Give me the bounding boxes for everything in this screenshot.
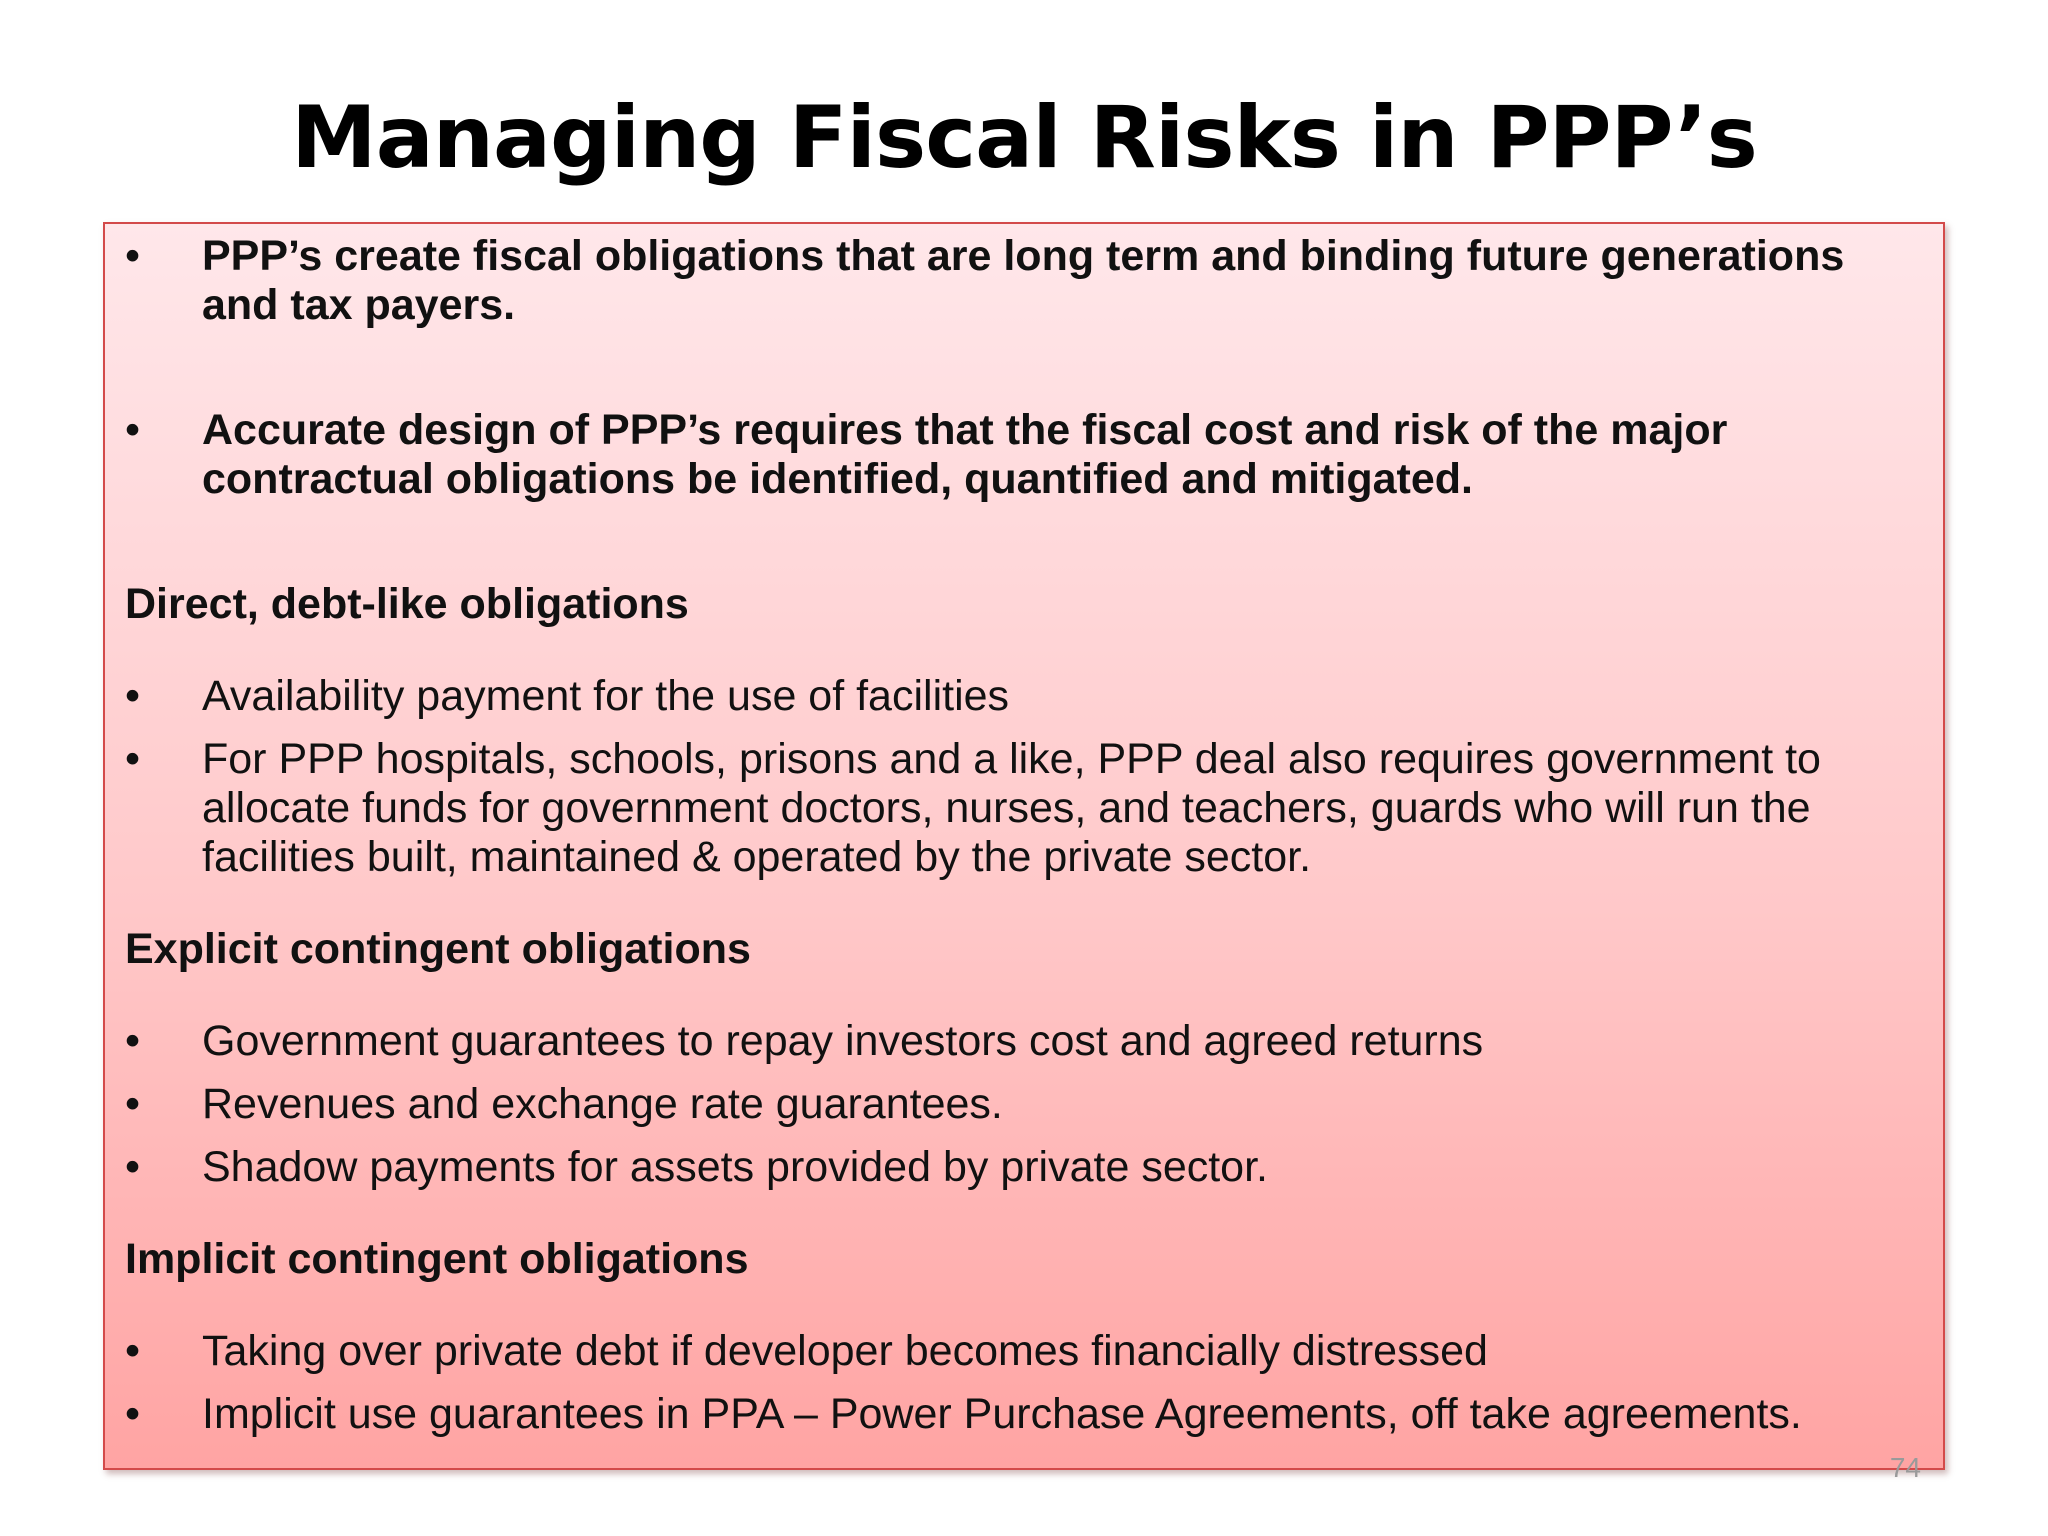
page-number: 74	[1889, 1452, 1921, 1483]
bullet-icon: •	[125, 232, 141, 280]
bullet-icon: •	[125, 672, 141, 720]
bullet-icon: •	[125, 735, 141, 783]
intro-bullet	[125, 406, 1925, 504]
bullet-text: Revenues and exchange rate guarantees.	[202, 1080, 1003, 1128]
intro-bullet	[125, 232, 1925, 330]
bullet-icon: •	[125, 406, 141, 454]
bullet-text: PPP’s create fiscal obligations that are long term and binding future generations and tax payers.	[202, 232, 1845, 329]
slide-body	[125, 232, 1925, 1439]
bullet-text: Government guarantees to repay investors cost and agreed returns	[202, 1017, 1484, 1065]
bullet-text: Taking over private debt if developer becomes financially distressed	[202, 1327, 1488, 1375]
bullet-icon: •	[125, 1390, 141, 1438]
bullet-text: Implicit use guarantees in PPA – Power Purchase Agreements, off take agreements.	[202, 1390, 1802, 1438]
bullet-text: Shadow payments for assets provided by private sector.	[202, 1143, 1268, 1191]
list-item	[125, 1017, 1925, 1066]
list-item	[125, 672, 1925, 721]
slide-title: Managing Fiscal Risks in PPP’s	[291, 88, 1757, 188]
bullet-icon: •	[125, 1143, 141, 1191]
bullet-text: For PPP hospitals, schools, prisons and a like, PPP deal also requires government to allocate funds for government doctors, nurses, and teachers, guards who will run the facilities built, maintained & operated by the private sector.	[202, 735, 1821, 881]
list-item	[125, 735, 1925, 882]
section-heading-explicit: Explicit contingent obligations	[125, 925, 751, 973]
bullet-icon: •	[125, 1017, 141, 1065]
bullet-icon: •	[125, 1327, 141, 1375]
section-heading-implicit: Implicit contingent obligations	[125, 1235, 749, 1283]
content-panel	[103, 222, 1945, 1483]
bullet-text: Accurate design of PPP’s requires that the fiscal cost and risk of the major contractual obligations be identified, quantified and mitigated.	[202, 406, 1728, 503]
bullet-icon: •	[125, 1080, 141, 1128]
section-heading-direct: Direct, debt-like obligations	[125, 580, 689, 628]
list-item	[125, 1327, 1925, 1376]
list-item	[125, 1390, 1925, 1439]
bullet-text: Availability payment for the use of facilities	[202, 672, 1010, 720]
list-item	[125, 1080, 1925, 1129]
list-item	[125, 1143, 1925, 1192]
